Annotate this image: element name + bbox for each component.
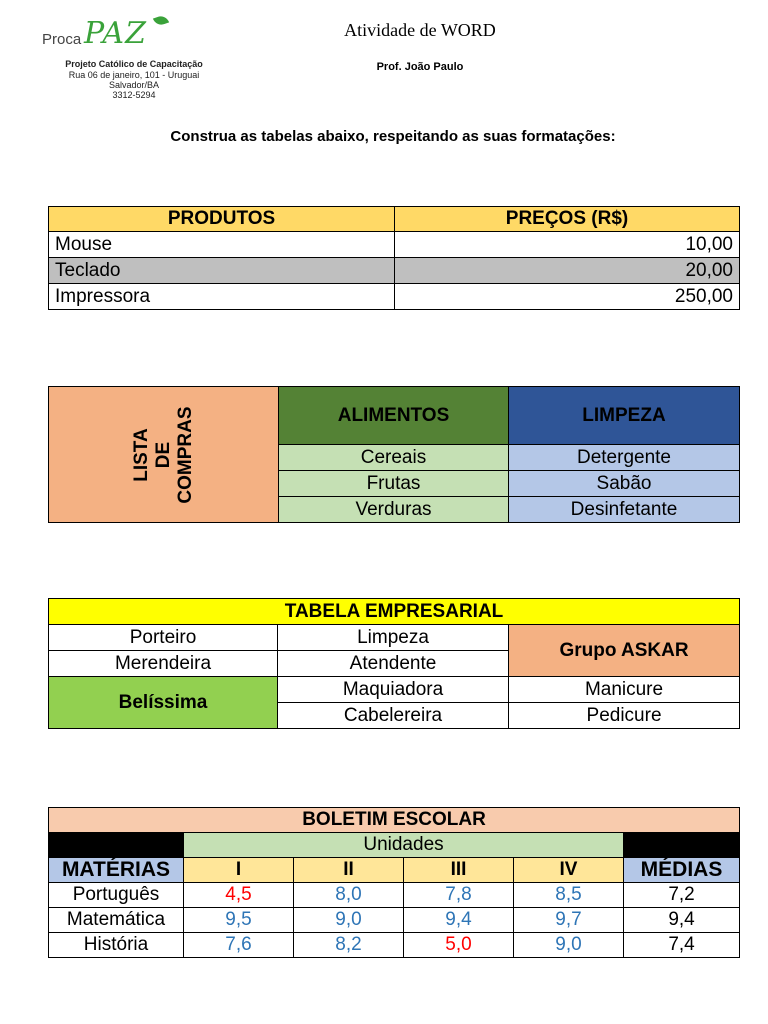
empresarial-cell: Pedicure [509,703,740,729]
alimento-cell: Cereais [279,445,509,471]
table-row [49,258,740,284]
precos-header: PREÇOS (R$) [395,207,740,232]
unit-header: II [294,858,404,883]
grupo-askar-cell: Grupo ASKAR [509,625,740,677]
grade-cell: 8,2 [294,933,404,958]
lista-compras-label [49,387,279,523]
alimentos-header: ALIMENTOS [279,387,509,445]
produto-cell: Impressora [49,284,395,310]
boletim-header-row [49,858,740,883]
empresarial-cell: Manicure [509,677,740,703]
produtos-header-row [49,207,740,232]
table-row [49,232,740,258]
unit-header: IV [514,858,624,883]
lista-line: LISTA [130,427,152,482]
grade-cell: 9,0 [514,933,624,958]
leaf-icon [153,14,169,27]
produto-cell: Mouse [49,232,395,258]
boletim-title: BOLETIM ESCOLAR [49,808,740,833]
instruction-text: Construa as tabelas abaixo, respeitando as suas formatações: [170,128,616,145]
grade-cell: 7,8 [404,883,514,908]
logo-line-4: 3312-5294 [112,90,156,100]
unit-header: III [404,858,514,883]
materias-header: MATÉRIAS [49,858,184,883]
black-cell [624,833,740,858]
grade-cell: 9,0 [294,908,404,933]
limpeza-cell: Detergente [509,445,740,471]
logo-line-3: Salvador/BA [108,80,160,90]
materia-cell: Português [49,883,184,908]
table-row [49,625,740,651]
compras-line: COMPRAS [174,405,196,504]
medias-header: MÉDIAS [624,858,740,883]
table-row [49,933,740,958]
table-row [49,677,740,703]
limpeza-cell: Desinfetante [509,497,740,523]
grade-cell: 9,4 [404,908,514,933]
materia-cell: História [49,933,184,958]
boletim-escolar-table [48,807,740,958]
empresarial-cell: Maquiadora [278,677,509,703]
lista-compras-table [48,386,740,523]
belissima-cell: Belíssima [49,677,278,729]
produtos-table [48,206,740,310]
alimento-cell: Frutas [279,471,509,497]
table-row [49,284,740,310]
media-cell: 7,2 [624,883,740,908]
limpeza-cell: Sabão [509,471,740,497]
empresarial-cell: Porteiro [49,625,278,651]
table-row [49,883,740,908]
grade-cell: 4,5 [184,883,294,908]
empresarial-cell: Limpeza [278,625,509,651]
tabela-empresarial [48,598,740,729]
logo-proca-text: Proca [42,31,82,48]
grade-cell: 8,0 [294,883,404,908]
empresarial-title: TABELA EMPRESARIAL [49,599,740,625]
materia-cell: Matemática [49,908,184,933]
document-title: Atividade de WORD [344,20,496,40]
grade-cell: 8,5 [514,883,624,908]
media-cell: 9,4 [624,908,740,933]
unidades-header: Unidades [184,833,624,858]
professor-name: Prof. João Paulo [376,61,464,73]
procapaz-logo [36,14,232,102]
preco-cell: 10,00 [395,232,740,258]
empresarial-cell: Merendeira [49,651,278,677]
grade-cell: 5,0 [404,933,514,958]
limpeza-header: LIMPEZA [509,387,740,445]
logo-line-1: Projeto Católico de Capacitação [65,59,203,69]
empresarial-cell: Cabelereira [278,703,509,729]
logo-paz-text: PAZ [84,16,147,51]
preco-cell: 20,00 [395,258,740,284]
unit-header: I [184,858,294,883]
grade-cell: 9,7 [514,908,624,933]
produtos-header: PRODUTOS [49,207,395,232]
grade-cell: 9,5 [184,908,294,933]
logo-line-2: Rua 06 de janeiro, 101 - Uruguai [68,70,200,80]
media-cell: 7,4 [624,933,740,958]
grade-cell: 7,6 [184,933,294,958]
de-line: DE [152,441,174,468]
black-cell [49,833,184,858]
preco-cell: 250,00 [395,284,740,310]
alimento-cell: Verduras [279,497,509,523]
produto-cell: Teclado [49,258,395,284]
table-row [49,908,740,933]
empresarial-cell: Atendente [278,651,509,677]
